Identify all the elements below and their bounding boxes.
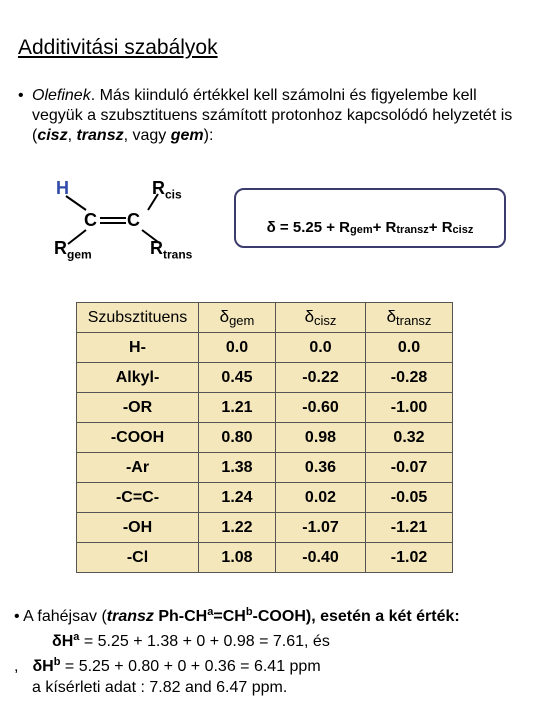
example-line-4: a kísérleti adat : 7.82 and 6.47 ppm. <box>32 679 288 696</box>
intro-comma: , <box>67 127 77 144</box>
carbon-right: C <box>127 210 140 230</box>
cisz-sub: cisz <box>314 313 337 328</box>
transz-term: transz <box>76 127 124 144</box>
table-row <box>77 363 453 393</box>
example-line-2 <box>52 627 534 652</box>
formula-plus-1: + R <box>372 219 397 236</box>
header-gem <box>199 303 276 333</box>
example-text-a: A fahéjsav ( <box>23 608 107 625</box>
r-gem-label <box>54 238 92 262</box>
carbon-left: C <box>84 210 97 230</box>
comma: , <box>14 658 19 675</box>
intro-text-1: . Más kiinduló értékkel kell számolni és figyelembe kell vegyük a szubsztituens számított protonhoz kapcsolódó helyzetét is ( <box>32 87 513 144</box>
formula-cisz-sub: cisz <box>452 224 474 236</box>
bond-h <box>66 196 86 210</box>
cell-cisz: -0.40 <box>276 543 366 573</box>
formula-transz-sub: transz <box>396 224 429 236</box>
cell-gem: 0.80 <box>199 423 276 453</box>
cell-transz: 0.32 <box>366 423 453 453</box>
example-text-d: -COOH), esetén a két érték: <box>252 608 460 625</box>
table-row <box>77 483 453 513</box>
alkene-structure-diagram <box>40 176 230 268</box>
cell-transz: -1.21 <box>366 513 453 543</box>
transz-sub: transz <box>396 313 432 328</box>
cell-subst: H- <box>77 333 199 363</box>
delta-symbol: δ <box>219 307 230 326</box>
cell-subst: -Ar <box>77 453 199 483</box>
gem-sub: gem <box>229 313 255 328</box>
header-transz <box>366 303 453 333</box>
cell-gem: 1.24 <box>199 483 276 513</box>
r-cis-label <box>152 178 182 202</box>
intro-text-2: , vagy <box>123 127 171 144</box>
sup-a: a <box>207 606 214 618</box>
r-gem-r: R <box>54 238 67 258</box>
header-cisz <box>276 303 366 333</box>
r-cis-sub: cis <box>165 187 182 202</box>
formula-plus-2: + R <box>428 219 453 236</box>
cell-subst: -Cl <box>77 543 199 573</box>
example-calc-b: = 5.25 + 0.80 + 0 + 0.36 = 6.41 ppm <box>60 658 321 675</box>
intro-paragraph <box>18 86 528 146</box>
table-row <box>77 453 453 483</box>
cell-gem: 0.45 <box>199 363 276 393</box>
cell-subst: -OR <box>77 393 199 423</box>
cell-gem: 1.22 <box>199 513 276 543</box>
cell-transz: -1.00 <box>366 393 453 423</box>
table-row <box>77 393 453 423</box>
delta-symbol: δ <box>386 307 397 326</box>
cell-gem: 0.0 <box>199 333 276 363</box>
cell-cisz: -0.22 <box>276 363 366 393</box>
bullet: • <box>18 87 24 104</box>
example-text-b: Ph-CH <box>153 608 208 625</box>
cell-gem: 1.21 <box>199 393 276 423</box>
transz-term: transz <box>106 608 154 625</box>
delta-symbol: δ <box>304 307 315 326</box>
r-gem-sub: gem <box>67 247 92 262</box>
cell-cisz: 0.02 <box>276 483 366 513</box>
cell-cisz: 0.36 <box>276 453 366 483</box>
shift-formula-box <box>234 188 506 248</box>
cell-transz: -0.05 <box>366 483 453 513</box>
r-trans-sub: trans <box>163 247 193 262</box>
cell-cisz: 0.98 <box>276 423 366 453</box>
table-row <box>77 543 453 573</box>
hydrogen-atom: H <box>56 178 69 198</box>
cell-gem: 1.38 <box>199 453 276 483</box>
cell-subst: -OH <box>77 513 199 543</box>
formula-gem-sub: gem <box>349 224 373 236</box>
cell-subst: -COOH <box>77 423 199 453</box>
cell-subst: -C=C- <box>77 483 199 513</box>
r-trans-r: R <box>150 238 163 258</box>
delta-h-b: δH <box>32 658 54 675</box>
example-line-3 <box>14 652 534 677</box>
r-cis-r: R <box>152 178 165 198</box>
delta-h-a: δH <box>52 633 74 650</box>
example-line-1 <box>14 602 534 627</box>
cell-transz: -0.28 <box>366 363 453 393</box>
example-calc-a: = 5.25 + 1.38 + 0 + 0.98 = 7.61, és <box>79 633 330 650</box>
cell-gem: 1.08 <box>199 543 276 573</box>
cisz-term: cisz <box>37 127 68 144</box>
bullet: • <box>14 608 20 625</box>
gem-term: gem <box>170 127 204 144</box>
intro-text <box>32 86 528 146</box>
sup-a: a <box>73 631 80 643</box>
r-trans-label <box>150 238 192 262</box>
example-paragraph <box>14 602 534 698</box>
intro-text-3: ): <box>203 127 214 144</box>
table-row <box>77 513 453 543</box>
sup-b: b <box>245 606 253 618</box>
cell-cisz: -1.07 <box>276 513 366 543</box>
table-header-row <box>77 303 453 333</box>
cell-transz: 0.0 <box>366 333 453 363</box>
cell-transz: -1.02 <box>366 543 453 573</box>
table-row <box>77 423 453 453</box>
table-row <box>77 333 453 363</box>
cell-transz: -0.07 <box>366 453 453 483</box>
cell-cisz: 0.0 <box>276 333 366 363</box>
example-text-c: =CH <box>213 608 246 625</box>
cell-subst: Alkyl- <box>77 363 199 393</box>
cell-cisz: -0.60 <box>276 393 366 423</box>
page-title: Additivitási szabályok <box>18 36 218 59</box>
substituent-shift-table <box>76 302 453 573</box>
formula-lhs: δ = 5.25 + R <box>266 219 350 236</box>
header-substituent: Szubsztituens <box>77 303 199 333</box>
olefinek-term: Olefinek <box>32 87 91 104</box>
sup-b: b <box>53 656 61 668</box>
